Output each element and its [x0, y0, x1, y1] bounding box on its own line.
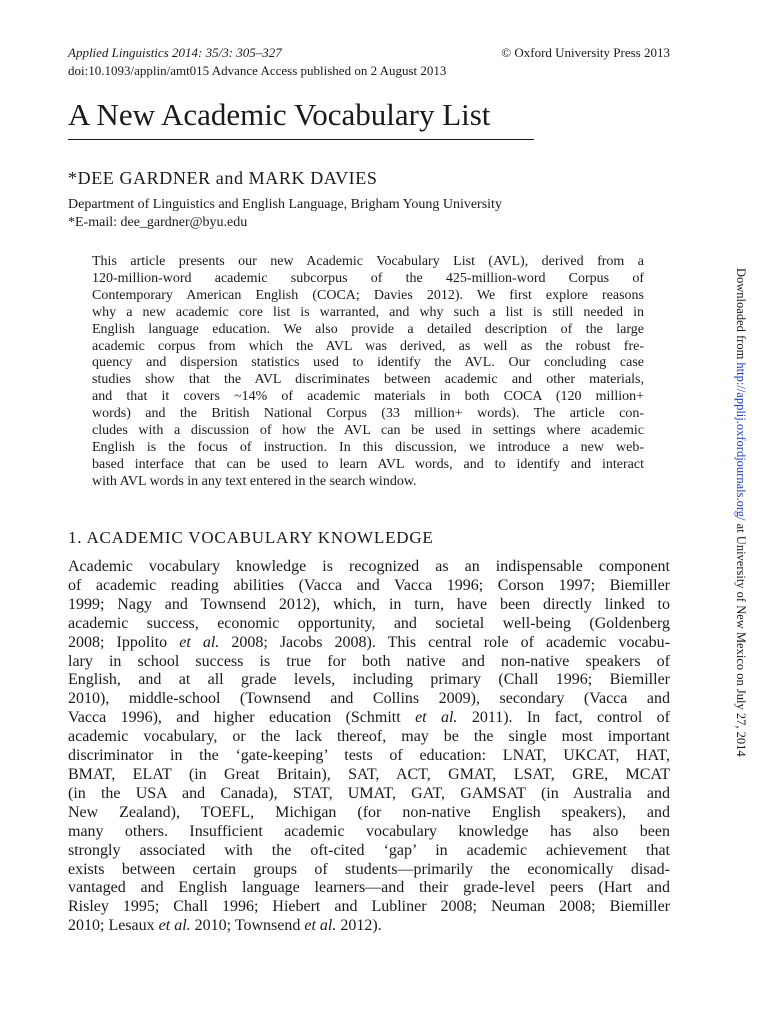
- abstract-line: English language education. We also provide a detailed description of the large: [92, 321, 644, 337]
- article-title: A New Academic Vocabulary List: [68, 96, 534, 140]
- body-line: BMAT, ELAT (in Great Britain), SAT, ACT, GMAT, LSAT, GRE, MCAT: [68, 765, 670, 783]
- abstract-line: 120-million-word academic subcorpus of the 425-million-word Corpus of: [92, 270, 644, 286]
- body-line: (in the USA and Canada), STAT, UMAT, GAT, GAMSAT (in Australia and: [68, 784, 670, 802]
- body-line: Vacca 1996), and higher education (Schmitt et al. 2011). In fact, control of: [68, 709, 671, 727]
- watermark-prefix: Downloaded from: [734, 268, 748, 363]
- body-line: exists between certain groups of students—primarily the economically disad-: [68, 860, 670, 878]
- abstract: [92, 254, 644, 491]
- abstract-line: cludes with a discussion of how the AVL can be used in settings where academic: [92, 423, 644, 439]
- journal-citation: Applied Linguistics 2014: 35/3: 305–327: [68, 45, 282, 60]
- abstract-line: academic corpus from which the AVL was derived, as well as the robust fre-: [92, 338, 644, 354]
- body-line: lary in school success is true for both native and non-native speakers of: [68, 652, 670, 670]
- body-line: academic vocabulary, or the lack thereof, may be the single most important: [68, 728, 670, 746]
- author-email: *E-mail: dee_gardner@byu.edu: [68, 215, 248, 230]
- watermark-suffix: at University of New Mexico on July 27, 2014: [734, 520, 748, 757]
- abstract-line: English is the focus of instruction. In this discussion, we introduce a new web-: [92, 439, 644, 455]
- body-paragraph: [68, 558, 670, 936]
- abstract-line: quency and dispersion statistics used to identify the AVL. Our concluding case: [92, 355, 644, 371]
- et-al-italic: et al.: [179, 633, 220, 651]
- doi-line: doi:10.1093/applin/amt015 Advance Access published on 2 August 2013: [68, 63, 447, 78]
- body-line: 2010; Lesaux et al. 2010; Townsend et al. 2012).: [68, 917, 382, 935]
- body-line: 1999; Nagy and Townsend 2012), which, in turn, have been directly linked to: [68, 595, 670, 613]
- body-line: English, and at all grade levels, including primary (Chall 1996; Biemiller: [68, 671, 670, 689]
- body-line: vantaged and English language learners—and their grade-level peers (Hart and: [68, 879, 670, 897]
- abstract-line: and that it covers ~14% of academic materials in both COCA (120 million+: [92, 389, 644, 405]
- abstract-line: based interface that can be used to learn AVL words, and to identify and interact: [92, 456, 644, 472]
- abstract-line: words) and the British National Corpus (33 million+ words). The article con-: [92, 406, 644, 422]
- body-line: 2010), middle-school (Townsend and Collins 2009), secondary (Vacca and: [68, 690, 670, 708]
- running-header: [68, 44, 670, 80]
- et-al-italic: et al.: [415, 709, 458, 727]
- affiliation-department: Department of Linguistics and English Language, Brigham Young University: [68, 197, 502, 212]
- abstract-line: Contemporary American English (COCA; Davies 2012). We first explore reasons: [92, 287, 644, 303]
- abstract-line: This article presents our new Academic Vocabulary List (AVL), derived from a: [92, 254, 644, 269]
- body-line: of academic reading abilities (Vacca and Vacca 1996; Corson 1997; Biemiller: [68, 576, 670, 594]
- section-heading: 1. ACADEMIC VOCABULARY KNOWLEDGE: [68, 528, 434, 547]
- body-line: New Zealand), TOEFL, Michigan (for non-native English speakers), and: [68, 803, 670, 821]
- et-al-italic: et al.: [158, 917, 191, 935]
- body-line: Academic vocabulary knowledge is recognized as an indispensable component: [68, 558, 670, 575]
- author-list: *DEE GARDNER and MARK DAVIES: [68, 168, 378, 188]
- author-affiliation: [68, 196, 502, 232]
- body-line: discriminator in the ‘gate-keeping’ tests of education: LNAT, UKCAT, HAT,: [68, 747, 670, 765]
- copyright-notice: © Oxford University Press 2013: [501, 45, 670, 60]
- download-watermark: [734, 268, 748, 757]
- body-line: Risley 1995; Chall 1996; Hiebert and Lubliner 2008; Neuman 2008; Biemiller: [68, 898, 670, 916]
- abstract-line: with AVL words in any text entered in the search window.: [92, 473, 417, 489]
- abstract-line: why a new academic core list is warranted, and why such a list is still needed in: [92, 304, 644, 320]
- body-line: 2008; Ippolito et al. 2008; Jacobs 2008). This central role of academic vocabu-: [68, 633, 670, 651]
- journal-site-link[interactable]: http://applij.oxfordjournals.org/: [734, 362, 748, 521]
- et-al-italic: et al.: [304, 917, 337, 935]
- body-line: many others. Insufficient academic vocabulary knowledge has also been: [68, 822, 670, 840]
- body-line: strongly associated with the oft-cited ‘gap’ in academic achievement that: [68, 841, 670, 859]
- body-line: academic success, economic opportunity, and societal well-being (Goldenberg: [68, 614, 670, 632]
- abstract-line: studies show that the AVL discriminates between academic and other materials,: [92, 372, 644, 388]
